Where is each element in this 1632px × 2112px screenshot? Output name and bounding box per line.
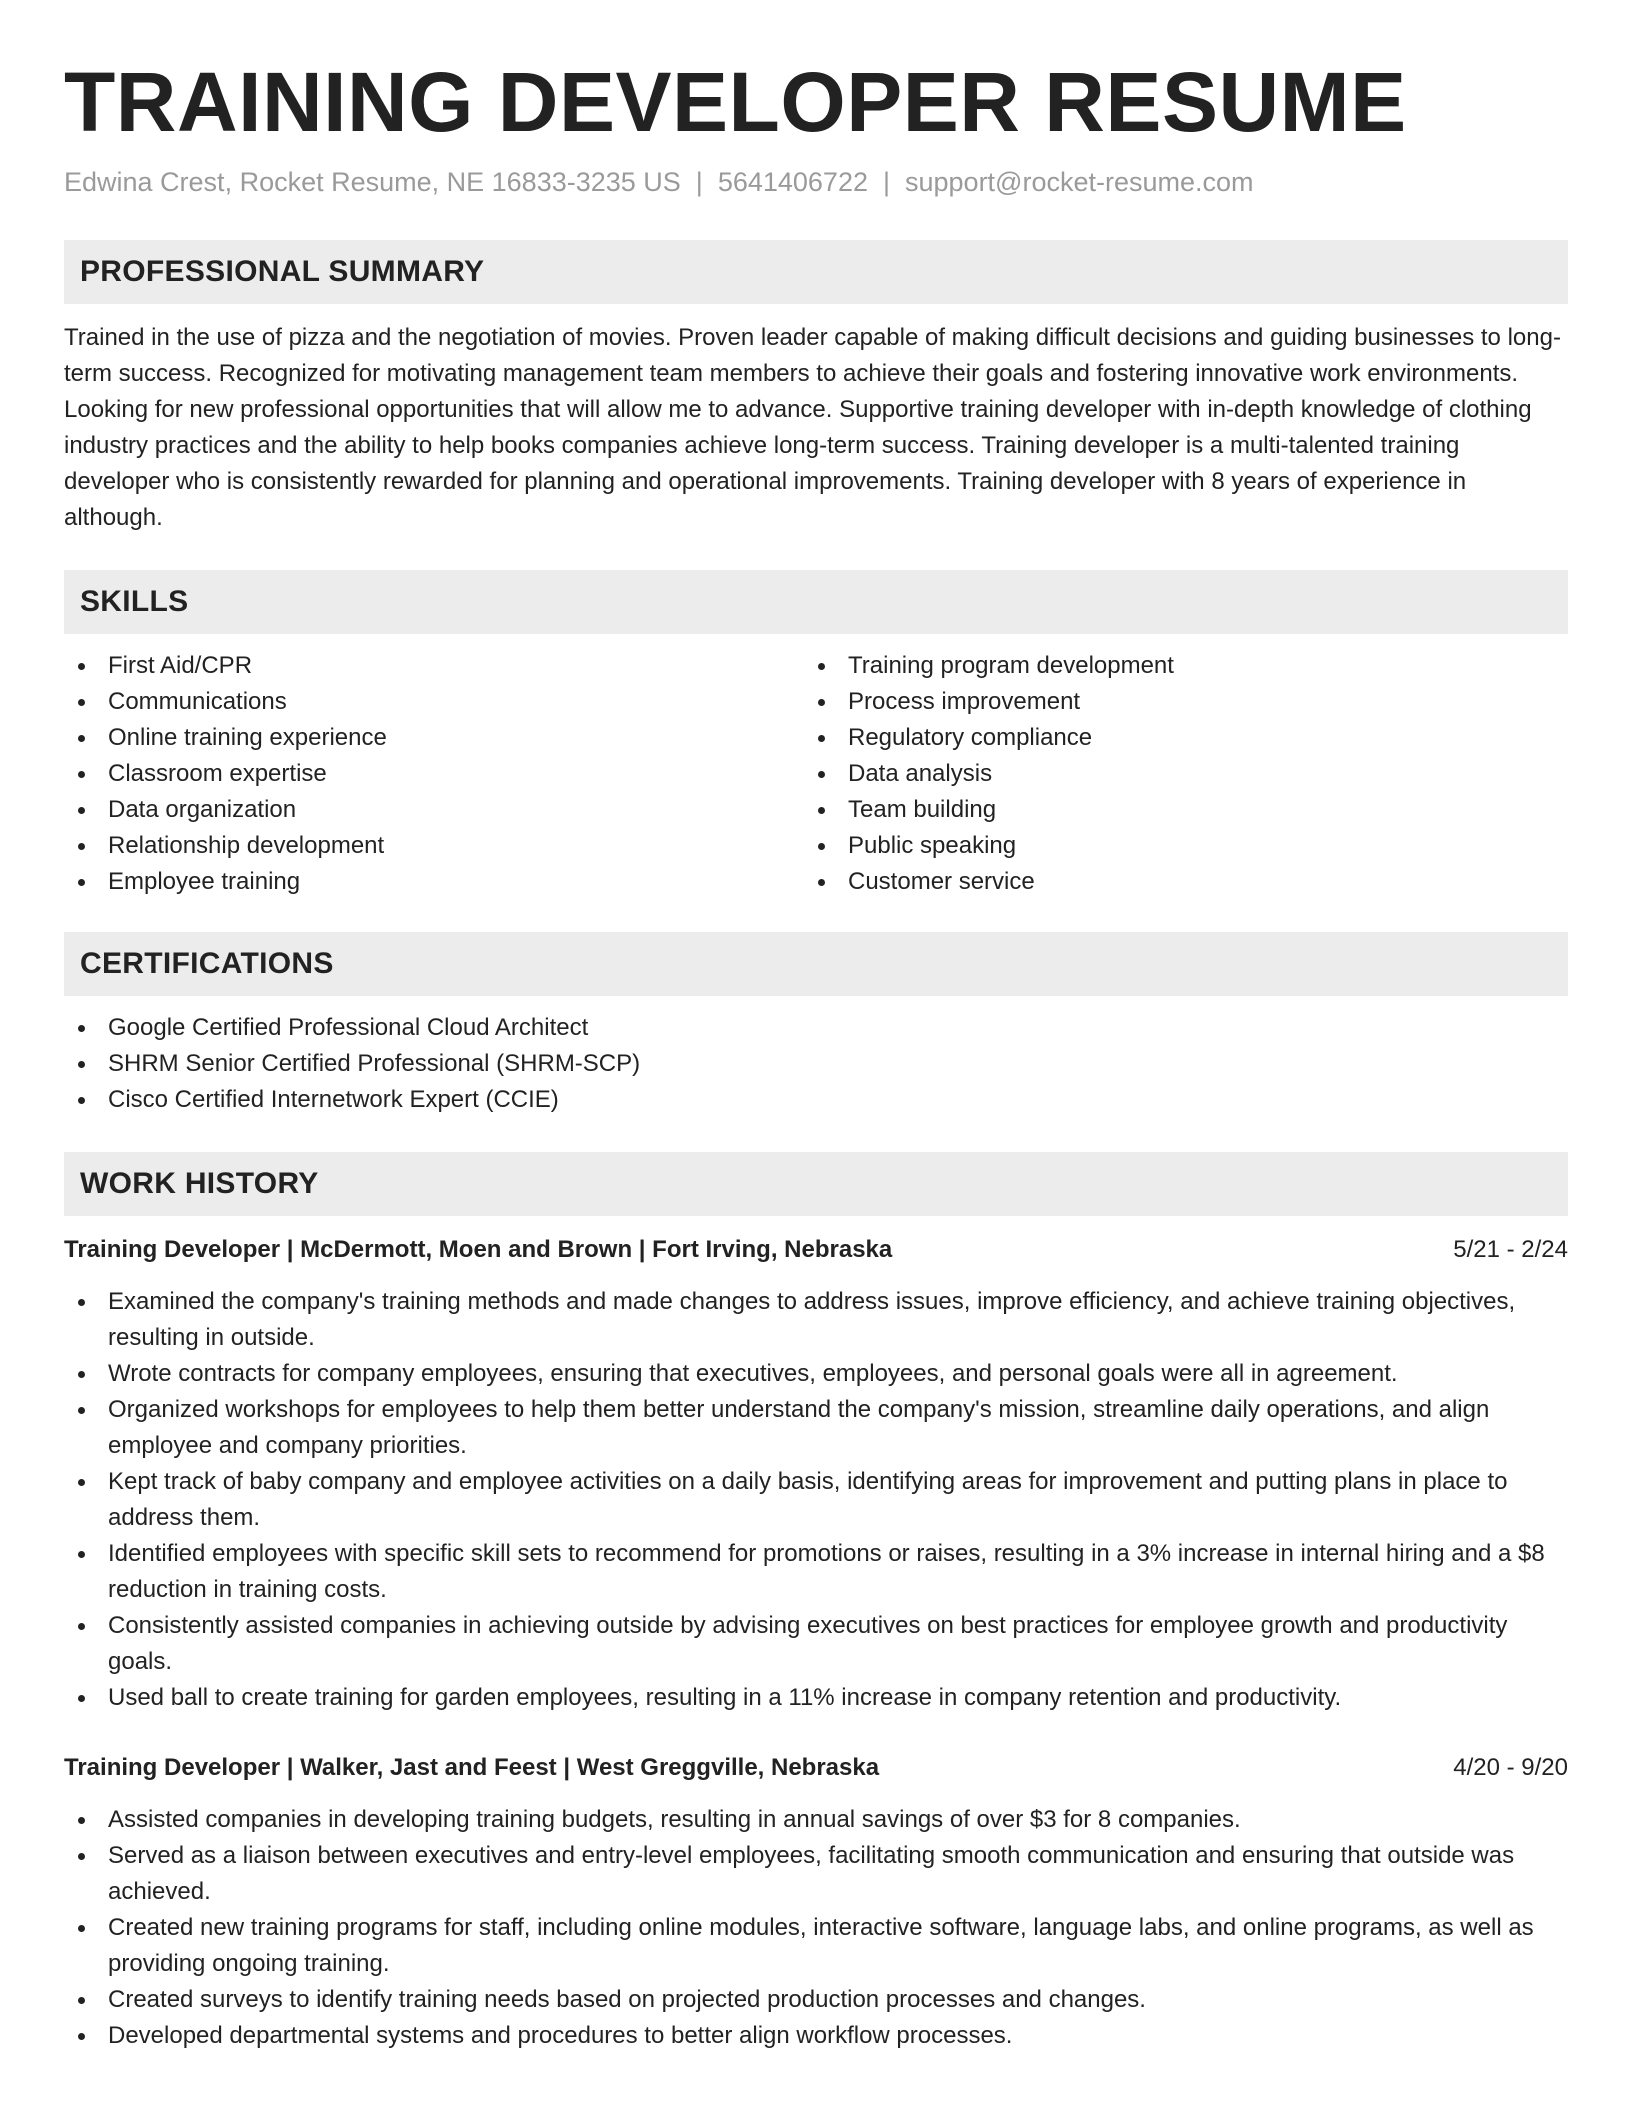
job-title: Training Developer | McDermott, Moen and Brown | Fort Irving, Nebraska	[64, 1236, 893, 1263]
skill-item: Online training experience	[64, 720, 804, 756]
skill-item: First Aid/CPR	[64, 648, 804, 684]
job-bullet: Developed departmental systems and procedures to better align workflow processes.	[64, 2018, 1568, 2054]
job-bullet: Wrote contracts for company employees, ensuring that executives, employees, and personal goals were all in agreement.	[64, 1356, 1568, 1392]
job-bullet: Served as a liaison between executives and entry-level employees, facilitating smooth communication and ensuring that outside was achieved.	[64, 1838, 1568, 1910]
skills-list-right	[804, 648, 1544, 900]
contact-separator: |	[695, 167, 703, 197]
skills-list-left	[64, 648, 804, 900]
job-entry	[64, 1750, 1568, 2054]
contact-email: support@rocket-resume.com	[905, 167, 1254, 197]
skill-item: Training program development	[804, 648, 1544, 684]
job-bullet: Assisted companies in developing training budgets, resulting in annual savings of over $3 for 8 companies.	[64, 1802, 1568, 1838]
skill-item: Public speaking	[804, 828, 1544, 864]
contact-separator: |	[882, 167, 890, 197]
skill-item: Employee training	[64, 864, 804, 900]
certification-item: SHRM Senior Certified Professional (SHRM-SCP)	[64, 1046, 1568, 1082]
resume-title: TRAINING DEVELOPER RESUME	[64, 55, 1407, 149]
job-bullet: Examined the company's training methods and made changes to address issues, improve efficiency, and achieve training objectives, resulting in outside.	[64, 1284, 1568, 1356]
job-dates: 4/20 - 9/20	[1453, 1754, 1568, 1781]
job-dates: 5/21 - 2/24	[1453, 1236, 1568, 1263]
summary-text: Trained in the use of pizza and the negotiation of movies. Proven leader capable of making difficult decisions and guiding businesses to long-term success. Recognized for motivating management team members to achieve their goals and fostering innovative work environments. Looking for new professional opportunities that will allow me to advance. Supportive training developer with in-depth knowledge of clothing industry practices and the ability to help books companies achieve long-term success. Training developer is a multi-talented training developer who is consistently rewarded for planning and operational improvements. Training developer with 8 years of experience in although.	[64, 324, 1561, 531]
job-title: Training Developer | Walker, Jast and Feest | West Greggville, Nebraska	[64, 1754, 880, 1781]
section-header-summary: PROFESSIONAL SUMMARY	[64, 240, 1568, 304]
skill-item: Customer service	[804, 864, 1544, 900]
certification-item: Google Certified Professional Cloud Architect	[64, 1010, 1568, 1046]
job-bullet: Created new training programs for staff, including online modules, interactive software, language labs, and online programs, as well as providing ongoing training.	[64, 1910, 1568, 1982]
job-bullet: Organized workshops for employees to help them better understand the company's mission, streamline daily operations, and align employee and company priorities.	[64, 1392, 1568, 1464]
skill-item: Data organization	[64, 792, 804, 828]
job-entry	[64, 1232, 1568, 1716]
certification-item: Cisco Certified Internetwork Expert (CCIE)	[64, 1082, 1568, 1118]
contact-phone: 5641406722	[717, 167, 868, 197]
job-bullets	[64, 1802, 1568, 2054]
skill-item: Process improvement	[804, 684, 1544, 720]
job-bullet: Identified employees with specific skill sets to recommend for promotions or raises, resulting in a 3% increase in internal hiring and a $8 reduction in training costs.	[64, 1536, 1568, 1608]
job-bullet: Consistently assisted companies in achieving outside by advising executives on best practices for employee growth and productivity goals.	[64, 1608, 1568, 1680]
section-header-skills: SKILLS	[64, 570, 1568, 634]
job-bullet: Used ball to create training for garden employees, resulting in a 11% increase in company retention and productivity.	[64, 1680, 1568, 1716]
skill-item: Data analysis	[804, 756, 1544, 792]
contact-address: Edwina Crest, Rocket Resume, NE 16833-3235 US	[64, 167, 681, 197]
skill-item: Communications	[64, 684, 804, 720]
skills-grid	[64, 648, 1568, 900]
job-bullet: Kept track of baby company and employee activities on a daily basis, identifying areas for improvement and putting plans in place to address them.	[64, 1464, 1568, 1536]
certifications-list	[64, 1010, 1568, 1118]
skill-item: Classroom expertise	[64, 756, 804, 792]
section-header-certifications: CERTIFICATIONS	[64, 932, 1568, 996]
job-bullet: Created surveys to identify training needs based on projected production processes and changes.	[64, 1982, 1568, 2018]
section-header-work-history: WORK HISTORY	[64, 1152, 1568, 1216]
skill-item: Team building	[804, 792, 1544, 828]
job-header	[64, 1750, 1568, 1786]
contact-line	[64, 164, 1568, 200]
skill-item: Regulatory compliance	[804, 720, 1544, 756]
job-header	[64, 1232, 1568, 1268]
skill-item: Relationship development	[64, 828, 804, 864]
job-bullets	[64, 1284, 1568, 1716]
